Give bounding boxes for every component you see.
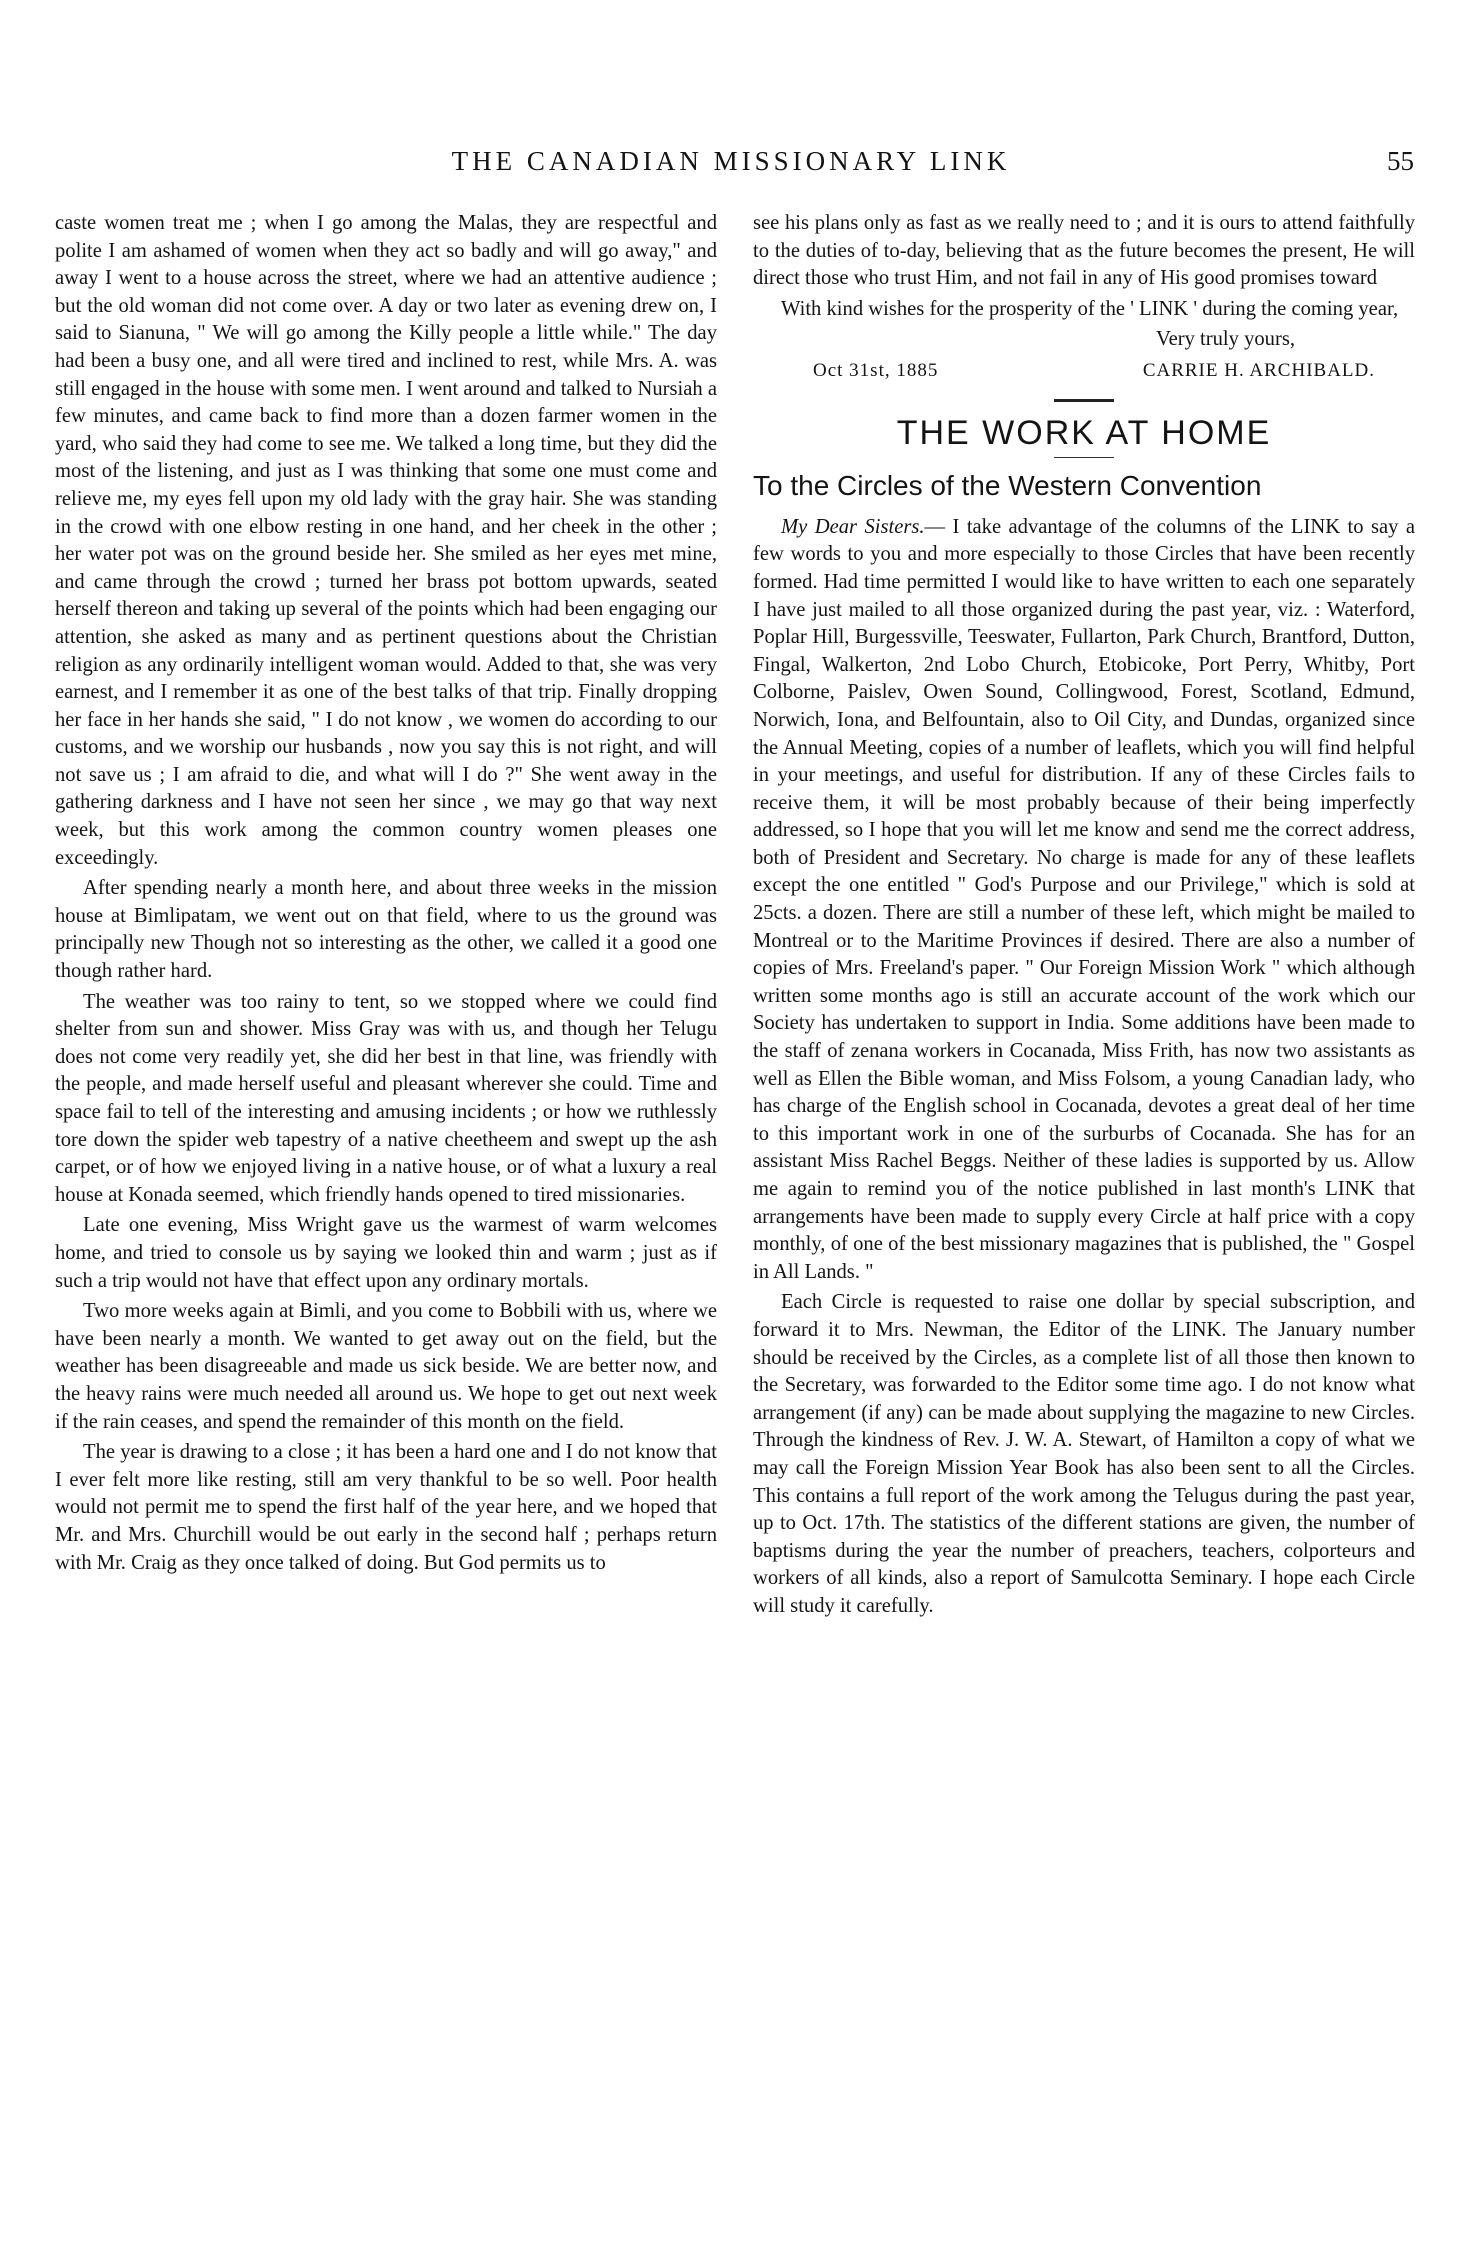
running-title: THE CANADIAN MISSIONARY LINK — [451, 146, 1011, 176]
paragraph: Late one evening, Miss Wright gave us the warmest of warm welcomes home, and tried to console us by saying we looked thin and warm ; just as if such a trip would not have that effect upon any ordinary mortals. — [55, 1214, 717, 1292]
section-title: THE WORK AT HOME — [896, 413, 1272, 452]
paragraph: The weather was too rainy to tent, so we stopped where we could find shelter from sun and shower. Miss Gray was with us, and though her Telugu does not come very readily yet, she did her best in that line, was friendly with the people, and made herself useful and pleasant wherever she could. Time and space fail to tell of the interesting and amusing incidents ; or how we ruthlessly tore down the spider web tapestry of a native cheetheem and swept up the ash carpet, or of how we enjoyed living in a native house, or of what a luxury a real house at Konada seemed, which friendly hands opened to tired missionaries. — [55, 990, 717, 1206]
paragraph: The year is drawing to a close ; it has been a hard one and I do not know that I ever felt more like resting, still am very thankful to be so well. Poor health would not permit me to spend the first half of the year here, and we hoped that Mr. and Mrs. Churchill would be out early in the second half ; perhaps return with Mr. Craig as they once talked of doing. But God permits us to — [55, 1441, 717, 1574]
letter-ending: see his plans only as fast as we really need to ; and it is ours to attend faithfully to the duties of to-day, believing that as the future becomes the present, He will direct those who trust Him, and not fail in any of His good promises toward — [753, 212, 1415, 290]
signature: CARRIE H. ARCHIBALD. — [1142, 359, 1375, 381]
page-number: 55 — [1387, 146, 1414, 176]
signature-line — [753, 357, 1415, 385]
right-column — [753, 210, 1415, 1624]
sub-title: To the Circles of the Western Convention — [753, 470, 1262, 502]
letter-date: Oct 31st, 1885 — [813, 359, 939, 381]
paragraph: Each Circle is requested to raise one dollar by special subscription, and forward it to Mrs. Newman, the Editor of the LINK. The January number should be received by the Circles, as a complete list of all those then known to the Secretary, was forwarded to the Editor some time ago. I do not know what arrangement (if any) can be made about supplying the magazine to new Circles. Through the kindness of Rev. J. W. A. Stewart, of Hamilton a copy of what we may call the Foreign Mission Year Book has also been sent to all the Circles. This contains a full report of the work among the Telugus during the past year, up to Oct. 17th. The statistics of the different stations are given, the number of baptisms during the year the number of preachers, teachers, colporteurs and workers of all kinds, also a report of Samulcotta Seminary. I hope each Circle will study it carefully. — [753, 1291, 1415, 1617]
closing-phrase: Very truly yours, — [1156, 328, 1295, 351]
page-header — [0, 140, 1462, 186]
paragraph: After spending nearly a month here, and about three weeks in the mission house at Bimlipatam, we went out on that field, where to us the ground was principally new Though not so interesting as the other, we called it a good one though rather hard. — [55, 877, 717, 983]
closing-wishes: With kind wishes for the prosperity of the ' LINK ' during the coming year, — [781, 297, 1399, 320]
paragraph-text: — I take advantage of the columns of the LINK to say a few words to you and more especially to those Circles that have been recently formed. Had time permitted I would like to have written to each one separately I have just mailed to all those organized during the past year, viz. : Waterford, Poplar Hill, Burgessville, Teeswater, Fullarton, Park Church, Brantford, Dutton, Fingal, Walkerton, 2nd Lobo Church, Etobicoke, Port Perry, Whitby, Port Colborne, Paislev, Owen Sound, Collingwood, Forest, Scotland, Edmund, Norwich, Iona, and Belfountain, also to Oil City, and Dundas, organized since the Annual Meeting, copies of a number of leaflets, which you will find helpful in your meetings, and useful for distribution. If any of these Circles fails to receive them, it will be most probably because of their being imperfectly addressed, so I hope that you will let me know and send me the correct address, both of President and Secretary. No charge is made for any of these leaflets except the one entitled " God's Purpose and our Privilege," which is sold at 25cts. a dozen. There are still a number of these left, which might be mailed to Montreal or to the Maritime Provinces if desired. There are also a number of copies of Mrs. Freeland's paper. " Our Foreign Mission Work " which although written some months ago is still an accurate account of the work which our Society has undertaken to support in India. Some additions have been made to the staff of zenana workers in Cocanada, Miss Frith, has now two assistants as well as Ellen the Bible woman, and Miss Folsom, a young Canadian lady, who has charge of the English school in Cocanada, devotes a great deal of her time to this important work in one of the surburbs of Cocanada. She has for an assistant Miss Rachel Beggs. Neither of these ladies is supported by us. Allow me again to remind you of the notice published in last month's LINK that arrangements have been made to supply every Circle at half price with a copy monthly, of one of the best missionary magazines that is published, the " Gospel in All Lands. " — [753, 515, 1415, 1283]
salutation: My Dear Sisters. — [781, 515, 925, 538]
paragraph — [753, 514, 1415, 1287]
paragraph: Two more weeks again at Bimli, and you come to Bobbili with us, where we have been nearly a month. We wanted to get away out on the field, but the weather has been disagreeable and made us sick beside. We are better now, and the heavy rains were much needed all around us. We hope to get out next week if the rain ceases, and spend the remainder of this month on the field. — [55, 1300, 717, 1433]
ornamental-rule — [1054, 399, 1114, 402]
left-column — [55, 210, 717, 1580]
section-rule — [1054, 457, 1114, 458]
paragraph: caste women treat me ; when I go among the Malas, they are respectful and polite I am ashamed of women when they act so badly and will go away," and away I went to a house across the street, where we had an attentive audience ; but the old woman did not come over. A day or two later as evening drew on, I said to Sianuna, " We will go among the Killy people a little while." The day had been a busy one, and all were tired and inclined to rest, while Mrs. A. was still engaged in the house with some men. I went around and talked to Nursiah a few minutes, and came back to find more than a dozen farmer women in the yard, who said they had come to see me. We talked a long time, but they did the most of the listening, and just as I was thinking that some one must come and relieve me, my eyes fell upon my old lady with the gray hair. She was standing in the crowd with one elbow resting in one hand, and her cheek in the other ; her water pot was on the ground beside her. She smiled as her eyes met mine, and came through the crowd ; turned her brass pot bottom upwards, seated herself thereon and taking up several of the points which had been engaging our attention, she asked as many and as pertinent questions about the Christian religion as any ordinarily intelligent woman would. Added to that, she was very earnest, and I remember it as one of the best talks of that trip. Finally dropping her face in her hands she said, " I do not know , we women do according to our customs, and we worship our husbands , now you say this is not right, and will not save us ; I am afraid to die, and what will I do ?" She went away in the gathering darkness and I have not seen her since , we may go that way next week, but this work among the common country women pleases one exceedingly. — [55, 212, 717, 869]
